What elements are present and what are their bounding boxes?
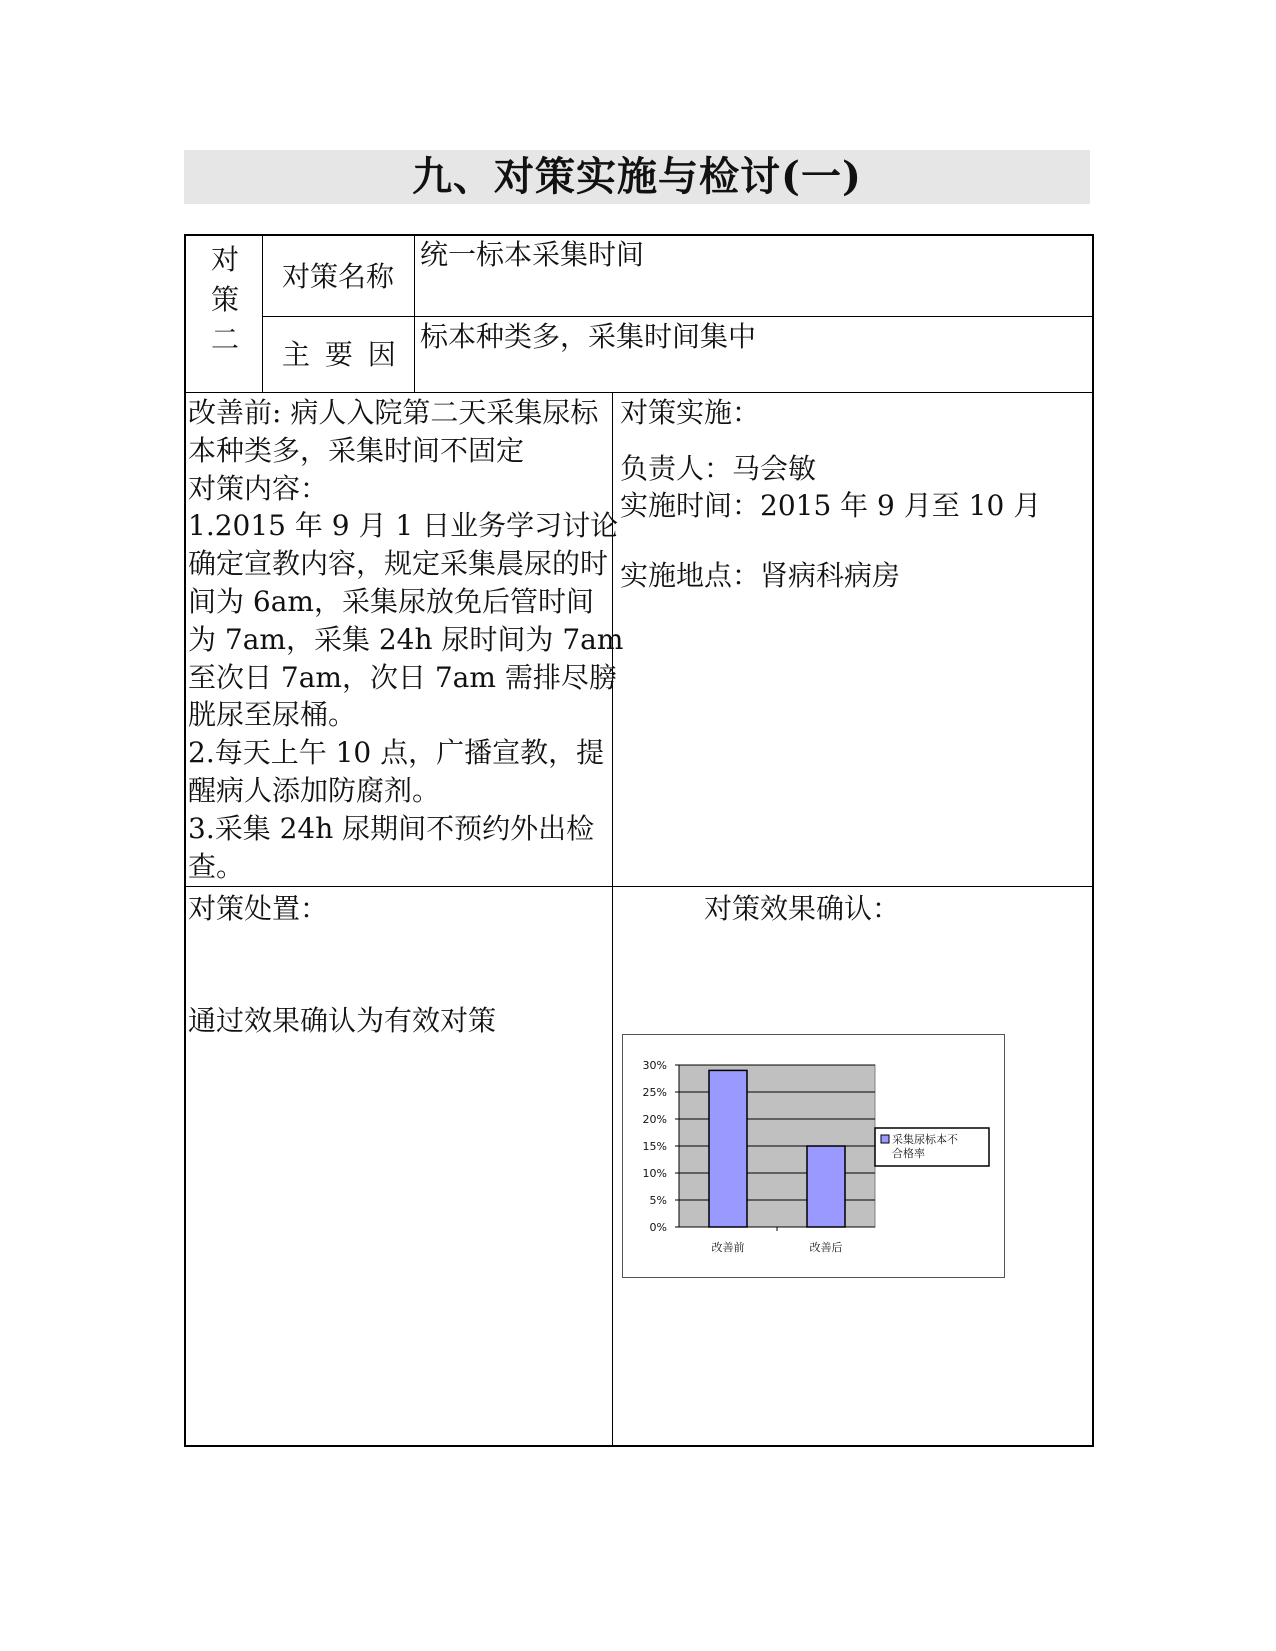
bar-after (807, 1146, 845, 1227)
text-line: 3.采集 24h 尿期间不预约外出检 (188, 811, 595, 845)
effect-confirmation-label: 对策效果确认： (704, 892, 901, 925)
divider-name-cause (262, 316, 1092, 317)
cause-value: 标本种类多，采集时间集中 (420, 320, 757, 353)
chart-svg (623, 1035, 1004, 1277)
title-bar (184, 150, 1090, 204)
legend-swatch (881, 1135, 889, 1143)
legend-label: 采集尿标本不 (892, 1133, 958, 1146)
y-tick-label: 25% (642, 1086, 667, 1099)
text-line: 本种类多，采集时间不固定 (188, 433, 525, 467)
label-char: 二 (210, 323, 239, 356)
disposal-result: 通过效果确认为有效对策 (188, 1004, 497, 1037)
before-and-content-text (188, 394, 623, 885)
cause-label: 主 要 因 (282, 338, 396, 371)
divider-body-bottom (186, 886, 1092, 887)
text-line: 为 7am，采集 24h 尿时间为 7am (188, 622, 624, 656)
text-line: 对策内容： (188, 471, 329, 505)
legend-label: 合格率 (892, 1147, 925, 1160)
implementation-location: 实施地点：肾病科病房 (620, 559, 901, 592)
implementation-period: 实施时间：2015 年 9 月至 10 月 (620, 489, 1042, 522)
countermeasure-number-label (186, 240, 264, 360)
text-line: 确定宣教内容，规定采集晨尿的时 (188, 547, 609, 581)
name-label: 对策名称 (282, 260, 395, 293)
label-char: 策 (210, 283, 239, 316)
bar-before (709, 1070, 747, 1227)
y-tick-label: 0% (649, 1221, 667, 1234)
text-line: 2.每天上午 10 点，广播宣教，提 (188, 736, 605, 770)
label-char: 对 (210, 243, 239, 276)
page-title: 九、对策实施与检讨(一) (412, 153, 862, 200)
text-line: 间为 6am，采集尿放免后管时间 (188, 584, 594, 618)
text-line: 醒病人添加防腐剂。 (188, 773, 441, 807)
x-tick-label: 改善后 (809, 1241, 843, 1254)
y-tick-label: 5% (649, 1194, 667, 1207)
y-tick-label: 15% (642, 1140, 667, 1153)
y-tick-label: 10% (642, 1167, 667, 1180)
divider-value-column (414, 236, 415, 392)
name-value: 统一标本采集时间 (420, 238, 645, 271)
effect-bar-chart (622, 1034, 1005, 1278)
responsible-person: 负责人：马会敏 (620, 452, 817, 485)
y-tick-label: 20% (642, 1113, 667, 1126)
text-line: 改善前: 病人入院第二天采集尿标 (188, 396, 599, 429)
text-line: 1.2015 年 9 月 1 日业务学习讨论 (188, 509, 619, 543)
x-tick-label: 改善前 (711, 1241, 745, 1254)
disposal-label: 对策处置： (188, 892, 329, 925)
implementation-label: 对策实施： (620, 396, 761, 429)
y-tick-label: 30% (642, 1059, 667, 1072)
text-line: 胱尿至尿桶。 (188, 698, 357, 732)
divider-header-body (186, 392, 1092, 393)
text-line: 至次日 7am，次日 7am 需排尽膀 (188, 660, 617, 694)
text-line: 查。 (188, 849, 245, 883)
